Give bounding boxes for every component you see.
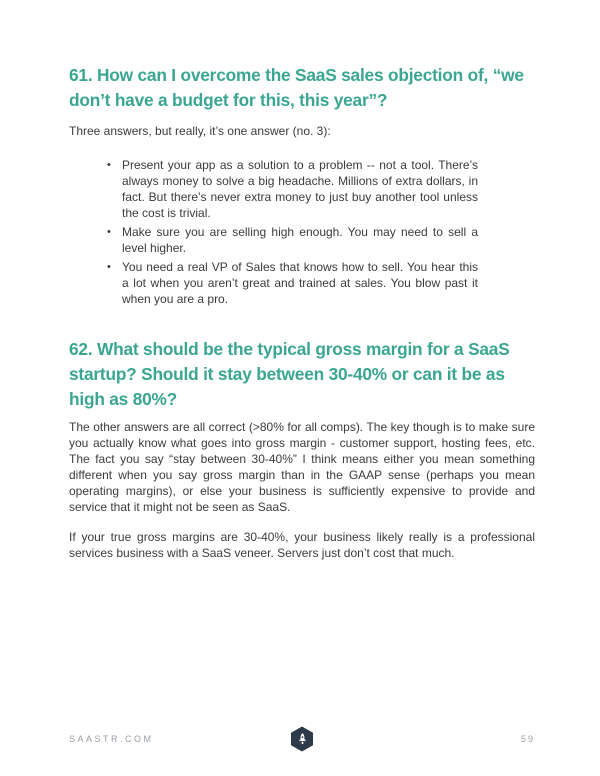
footer-site-label: SAASTR.COM	[69, 734, 154, 744]
question-62-paragraph: The other answers are all correct (>80% for all comps). The key though is to make sure you actually know what goes into gross margin - customer support, hosting fees, etc. The fact you say “stay between 30-40%” I think means either you mean something different when you say gross margin than in the GAAP sense (perhaps you mean operating margins), or else your business is sufficiently expensive to provide and service that it might not be seen as SaaS.	[69, 420, 535, 514]
question-62-paragraph: If your true gross margins are 30-40%, your business likely really is a professional services business with a SaaS veneer. Servers just don’t cost that much.	[69, 530, 535, 560]
question-61-bullet-list	[105, 157, 478, 307]
question-section-62	[69, 337, 535, 561]
page-footer	[69, 726, 535, 752]
question-61-heading: 61. How can I overcome the SaaS sales objection of, “we don’t have a budget for this, this year”?	[69, 65, 524, 110]
question-62-heading: 62. What should be the typical gross margin for a SaaS startup? Should it stay between 30-40% or can it be as high as 80%?	[69, 339, 510, 409]
saastr-hexagon-logo-icon	[291, 727, 313, 752]
question-61-intro: Three answers, but really, it’s one answer (no. 3):	[69, 124, 331, 138]
question-section-61	[69, 63, 535, 307]
bullet-item: • Make sure you are selling high enough. You may need to sell a level higher.	[105, 224, 478, 256]
bullet-item: • You need a real VP of Sales that knows how to sell. You hear this a lot when you aren’t great and trained at sales. You blow past it when you are a pro.	[105, 259, 478, 307]
page-number: 59	[520, 734, 535, 744]
bullet-item: • Present your app as a solution to a problem -- not a tool. There’s always money to solve a big headache. Millions of extra dollars, in fact. But there’s never extra money to just buy another tool unless the cost is trivial.	[105, 157, 478, 221]
